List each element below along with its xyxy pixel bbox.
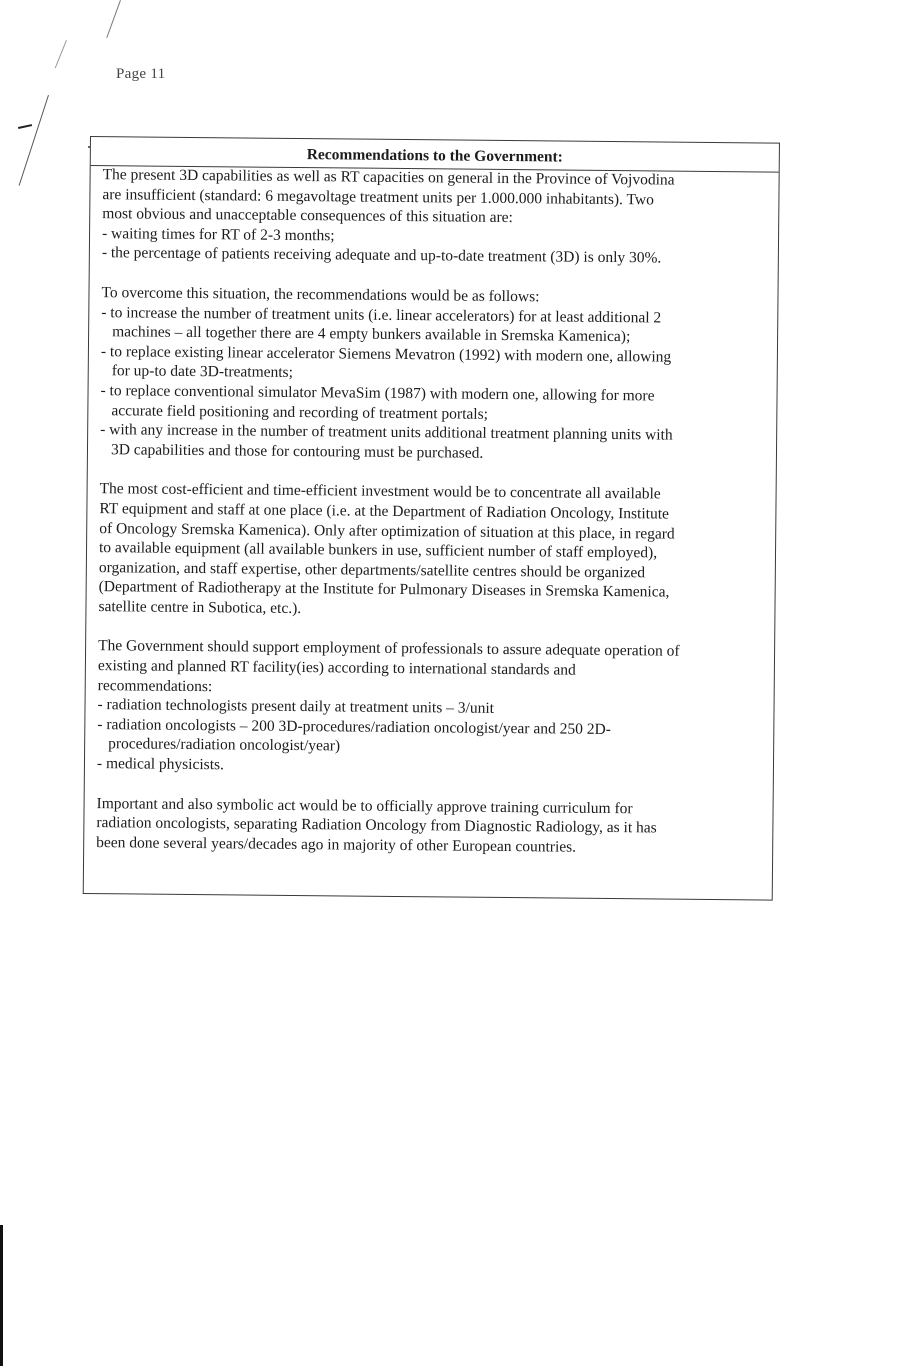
scan-artifact-line: [106, 0, 121, 38]
list-item-continuation: machines – all together there are 4 empty bunkers available in Sremska Kamenica);: [112, 323, 631, 346]
text-line: of Oncology Sremska Kamenica). Only after optimization of situation at this place, in regard: [99, 519, 675, 543]
list-item: - the percentage of patients receiving adequate and up-to-date treatment (3D) is only 30%.: [101, 244, 662, 267]
text-line: The present 3D capabilities as well as RT capacities on general in the Province of Vojvodina: [102, 166, 675, 189]
list-item: - with any increase in the number of treatment units additional treatment planning units with: [100, 421, 673, 444]
text-line: To overcome this situation, the recommendations would be as follows:: [101, 284, 540, 306]
text-line: to available equipment (all available bunkers in use, sufficient number of staff employed),: [98, 539, 658, 562]
paragraph-recommendations: [100, 283, 770, 466]
paragraph-capacity: [102, 165, 771, 269]
list-item: - waiting times for RT of 2-3 months;: [101, 224, 335, 245]
text-line: existing and planned RT facility(ies) according to international standards and: [97, 657, 576, 679]
list-item-continuation: accurate field positioning and recording of treatment portals;: [111, 401, 489, 423]
list-item: - medical physicists.: [96, 755, 225, 774]
recommendations-box: [83, 136, 780, 901]
list-item: - to replace existing linear accelerator Siemens Mevatron (1992) with modern one, allowing: [100, 342, 672, 366]
paragraph-curriculum: [96, 794, 765, 859]
list-item-continuation: for up-to date 3D-treatments;: [111, 362, 294, 382]
page-number: Page 11: [116, 66, 166, 82]
list-item: - to increase the number of treatment units (i.e. linear accelerators) for at least additional 2: [101, 303, 662, 327]
scan-edge-shadow: [0, 1225, 3, 1366]
list-item-continuation: procedures/radiation oncologist/year): [108, 735, 341, 755]
scan-artifact-mark: [18, 124, 32, 129]
text-line: radiation oncologists, separating Radiation Oncology from Diagnostic Radiology, as it has: [96, 814, 657, 837]
text-line: The most cost-efficient and time-efficient investment would be to concentrate all available: [99, 480, 661, 503]
list-item-continuation: 3D capabilities and those for contouring must be purchased.: [110, 440, 484, 462]
text-line: most obvious and unacceptable consequences of this situation are:: [102, 205, 513, 227]
text-line: satellite centre in Subotica, etc.).: [98, 597, 302, 617]
paragraph-employment: [97, 637, 766, 781]
recommendations-body: [96, 165, 771, 879]
recommendations-title: Recommendations to the Government:: [91, 143, 779, 173]
list-item: - to replace conventional simulator MevaSim (1987) with modern one, allowing for more: [100, 382, 655, 405]
scan-artifact-line: [19, 95, 49, 186]
text-line: Important and also symbolic act would be to officially approve training curriculum for: [96, 794, 633, 817]
list-item: - radiation technologists present daily at treatment units – 3/unit: [97, 696, 495, 718]
text-line: (Department of Radiotherapy at the Institute for Pulmonary Diseases in Sremska Kamenica,: [98, 578, 670, 601]
scan-artifact-line: [55, 40, 67, 68]
text-line: recommendations:: [97, 676, 213, 695]
text-line: organization, and staff expertise, other departments/satellite centres should be organized: [98, 558, 646, 582]
list-item: - radiation oncologists – 200 3D-procedures/radiation oncologist/year and 250 2D-: [97, 715, 611, 738]
text-line: The Government should support employment of professionals to assure adequate operation of: [98, 637, 680, 661]
text-line: are insufficient (standard: 6 megavoltage treatment units per 1.000.000 inhabitants). Two: [102, 185, 654, 209]
paragraph-investment: [98, 479, 767, 623]
text-line: been done several years/decades ago in majority of other European countries.: [96, 833, 577, 856]
text-line: RT equipment and staff at one place (i.e. at the Department of Radiation Oncology, Institute: [99, 500, 670, 523]
